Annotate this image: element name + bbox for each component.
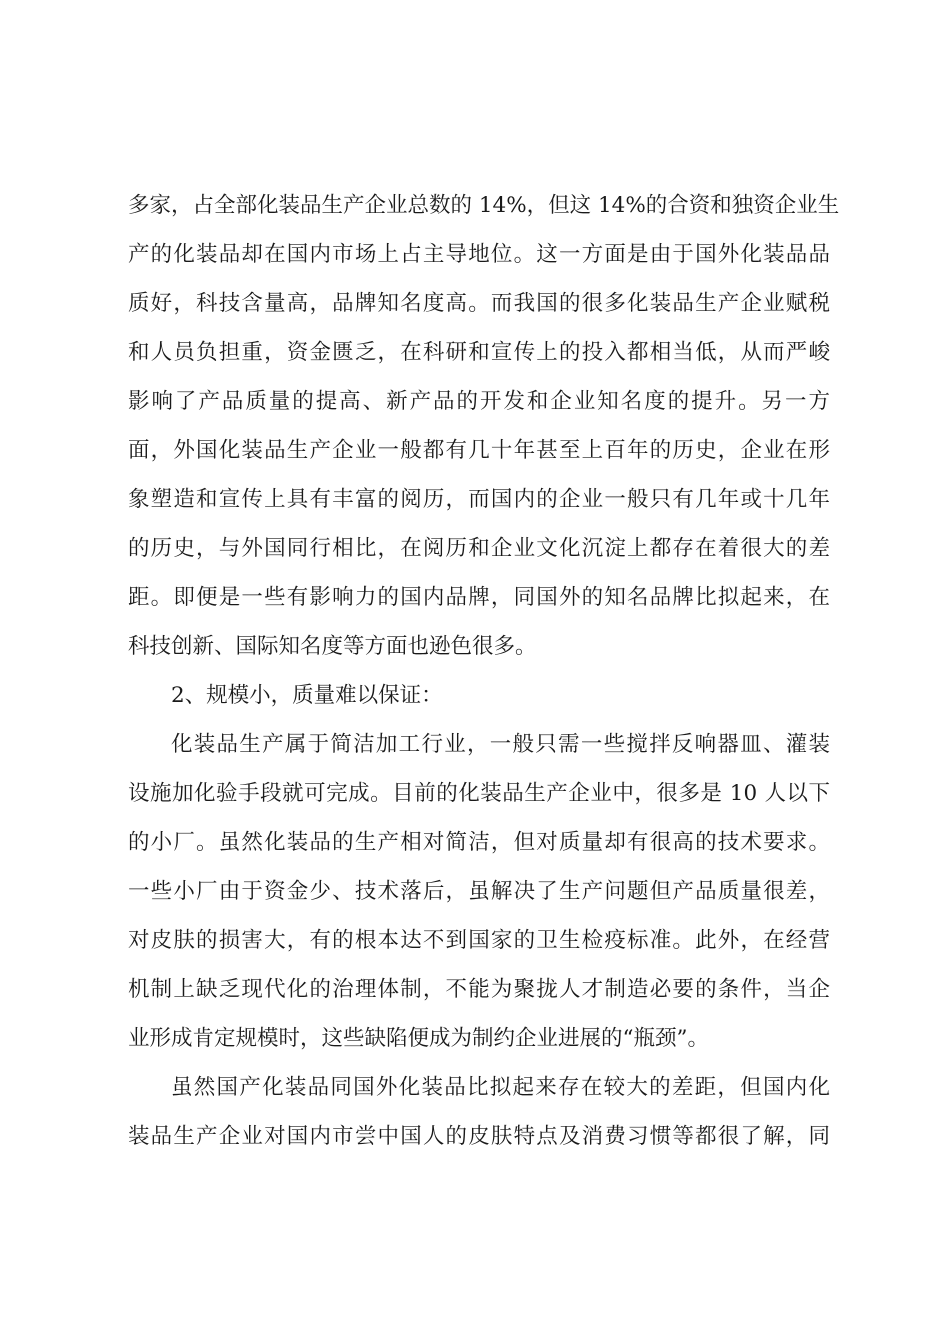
paragraph-first-line: 化装品生产属于简洁加工行业，一般只需一些搅拌反响器皿、灌装 — [171, 732, 830, 757]
text-line: 装品生产企业对国内市尝中国人的皮肤特点及消费习惯等都很了解，同 — [128, 1124, 830, 1149]
text-line: 业形成肯定规模时，这些缺陷便成为制约企业进展的“瓶颈”。 — [128, 1026, 709, 1051]
section-heading: 2、规模小，质量难以保证： — [171, 683, 443, 708]
text-line: 对皮肤的损害大，有的根本达不到国家的卫生检疫标准。此外，在经营 — [128, 928, 830, 953]
text-line: 距。即便是一些有影响力的国内品牌，同国外的知名品牌比拟起来，在 — [128, 585, 830, 610]
text-line: 和人员负担重，资金匮乏，在科研和宣传上的投入都相当低，从而严峻 — [128, 340, 830, 365]
paragraph-first-line: 虽然国产化装品同国外化装品比拟起来存在较大的差距，但国内化 — [171, 1075, 830, 1100]
text-line: 多家，占全部化装品生产企业总数的 14%，但这 14%的合资和独资企业生 — [128, 193, 840, 218]
text-line: 面，外国化装品生产企业一般都有几十年甚至上百年的历史，企业在形 — [128, 438, 830, 463]
text-line: 的历史，与外国同行相比，在阅历和企业文化沉淀上都存在着很大的差 — [128, 536, 830, 561]
text-line: 质好，科技含量高，品牌知名度高。而我国的很多化装品生产企业赋税 — [128, 291, 830, 316]
text-line: 的小厂。虽然化装品的生产相对简洁，但对质量却有很高的技术要求。 — [128, 830, 830, 855]
text-line: 科技创新、国际知名度等方面也逊色很多。 — [128, 634, 537, 659]
text-line: 影响了产品质量的提高、新产品的开发和企业知名度的提升。另一方 — [128, 389, 830, 414]
text-line: 机制上缺乏现代化的治理体制，不能为聚拢人才制造必要的条件，当企 — [128, 977, 830, 1002]
text-line: 象塑造和宣传上具有丰富的阅历，而国内的企业一般只有几年或十几年 — [128, 487, 830, 512]
text-line: 产的化装品却在国内市场上占主导地位。这一方面是由于国外化装品品 — [128, 242, 830, 267]
text-line: 一些小厂由于资金少、技术落后，虽解决了生产问题但产品质量很差， — [128, 879, 830, 904]
text-line: 设施加化验手段就可完成。目前的化装品生产企业中，很多是 10 人以下 — [128, 781, 830, 806]
